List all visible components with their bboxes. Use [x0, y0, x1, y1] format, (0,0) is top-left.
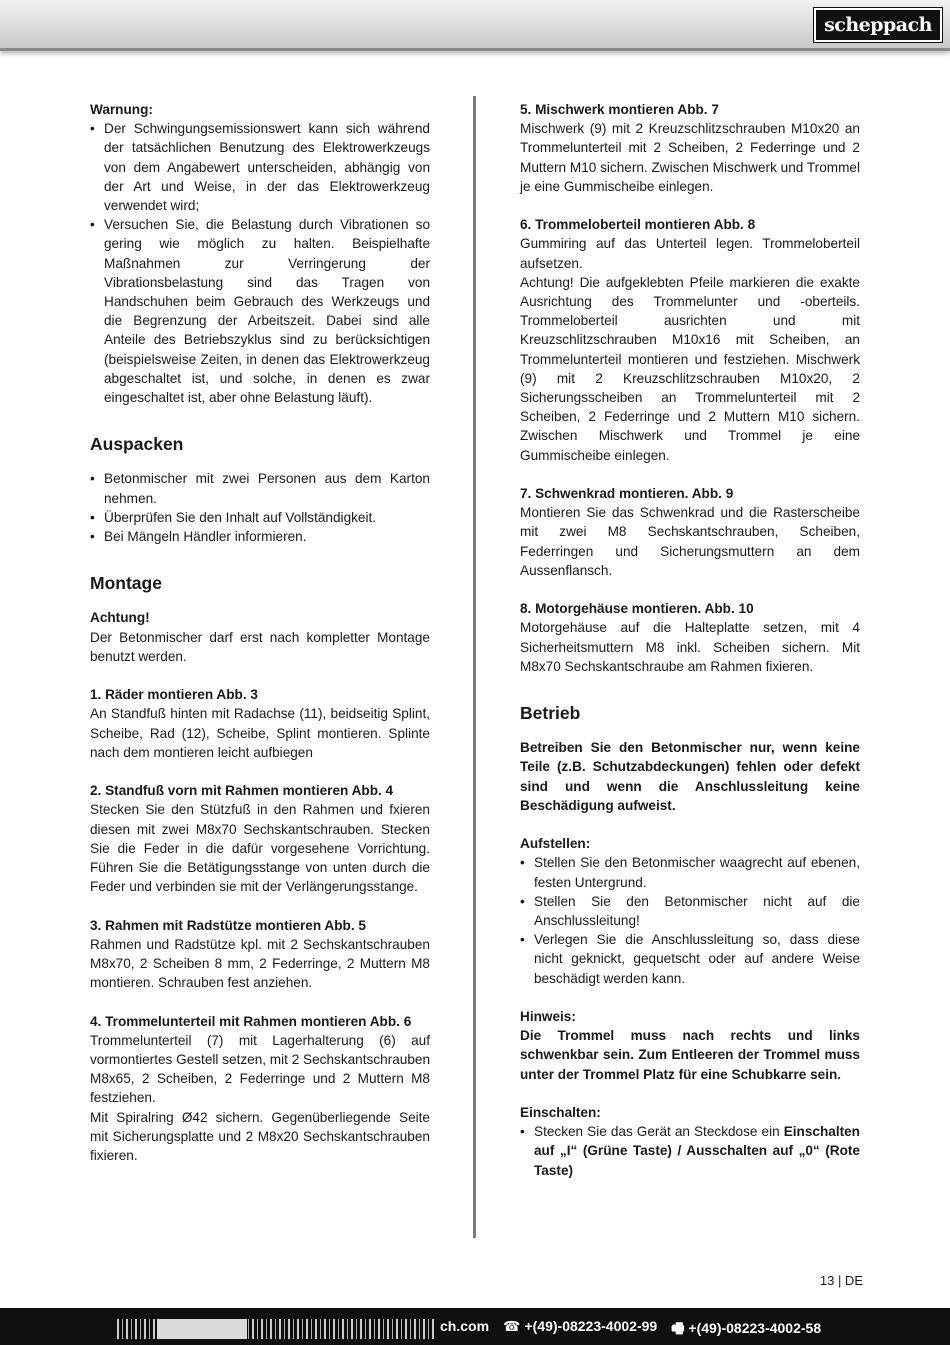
step-title: 3. Rahmen mit Radstütze montieren Abb. 5 [90, 917, 366, 933]
step-text: Achtung! Die aufgeklebten Pfeile markieren die exakte Ausrichtung des Trommelunter und -oberteils. Trommeloberteil ausrichten und mit Kreuzschlitzschrauben M10x16 mit Scheiben, an Trommelunterteil montieren und festziehen. Mischwerk (9) mit 2 Kreuzschlitzschrauben M10x20, 2 Sicherungsscheiben an Trommelunterteil mit 2 Scheiben, 2 Federringe und 2 Muttern M10 sichern. Zwischen Mischwerk und Trommel je eine Gummischeibe einlegen. [520, 274, 860, 463]
fax-icon: 🖷 [671, 1320, 685, 1336]
achtung-title: Achtung! [90, 610, 150, 626]
einschalten-title: Einschalten: [520, 1105, 601, 1121]
list-item: • Der Schwingungsemissionswert kann sich während der tatsächlichen Benutzung des Elektrowerkzeugs von dem Angabewert unterscheiden, abhängig von der Art und Weise, in der das Elektrowerkzeug verwendet wird; [90, 121, 430, 214]
right-column [520, 100, 860, 1180]
list-item: • Stellen Sie den Betonmischer waagrecht auf ebenen, festen Untergrund. [520, 855, 860, 890]
list-item: • Verlegen Sie die Anschlussleitung so, dass diese nicht geknickt, gequetscht oder auf andere Weise beschädigt werden kann. [520, 932, 860, 986]
step-title: 8. Motorgehäuse montieren. Abb. 10 [520, 601, 754, 617]
aufstellen-title: Aufstellen: [520, 836, 591, 852]
step-title: 6. Trommeloberteil montieren Abb. 8 [520, 217, 756, 233]
step-text: Mit Spiralring Ø42 sichern. Gegenüberliegende Seite mit Sicherungsplatte und 2 M8x20 Sechskantschrauben fixieren. [90, 1109, 430, 1164]
betrieb-warning: Betreiben Sie den Betonmischer nur, wenn keine Teile (z.B. Schutzabdeckungen) fehlen oder defekt sind und wenn die Anschlussleitung keine Beschädigung aufweist. [520, 740, 860, 813]
step-title: 7. Schwenkrad montieren. Abb. 9 [520, 486, 734, 502]
list-item: • Überprüfen Sie den Inhalt auf Vollständigkeit. [90, 509, 377, 525]
warning-title: Warnung: [90, 102, 153, 117]
list-item: • Betonmischer mit zwei Personen aus dem Karton nehmen. [90, 471, 430, 506]
step-title: 1. Räder montieren Abb. 3 [90, 687, 258, 703]
left-column [90, 100, 430, 1165]
header-bar [0, 0, 950, 51]
hinweis-title: Hinweis: [520, 1009, 576, 1025]
step-text: Rahmen und Radstütze kpl. mit 2 Sechskantschrauben M8x70, 2 Scheiben 8 mm, 2 Federringe, 2 Muttern M8 montieren. Schrauben fest anziehen. [90, 936, 430, 991]
step-title: 5. Mischwerk montieren Abb. 7 [520, 102, 719, 117]
brand-logo: scheppach [814, 8, 942, 42]
phone-icon: ☎ [503, 1318, 521, 1334]
list-item: • Versuchen Sie, die Belastung durch Vibrationen so gering wie möglich zu halten. Beispielhafte Maßnahmen zur Verringerung der Vibrationsbelastung sind das Tragen von Handschuhen beim Gebrauch des Werkzeugs und die Begrenzung der Arbeitszeit. Dabei sind alle Anteile des Betriebszyklus sind zu berücksichtigen (beispielsweise Zeiten, in denen das Elektrowerkzeug abgeschaltet ist, und solche, in denen es zwar eingeschaltet ist, aber ohne Belastung läuft). [90, 217, 430, 406]
list-item: • Bei Mängeln Händler informieren. [90, 529, 307, 545]
step-text: Gummiring auf das Unterteil legen. Trommeloberteil aufsetzen. [520, 236, 860, 271]
achtung-text: Der Betonmischer darf erst nach kompletter Montage benutzt werden. [90, 629, 430, 664]
step-text: Stecken Sie den Stützfuß in den Rahmen und fxieren diesen mit zwei M8x70 Sechskantschrauben. Stecken Sie die Feder in die dafür vorgesehene Vorrichtung. Führen Sie die Betätigungsstange von unten durch die Feder und verbinden sie mit der Verlängerungsstange. [90, 802, 430, 895]
list-item: • Stecken Sie das Gerät an Steckdose ein Einschalten auf „I“ (Grüne Taste) / Ausschalten auf „0“ (Rote Taste) [520, 1124, 860, 1178]
footer-contacts [440, 1318, 821, 1342]
list-item: • Stellen Sie den Betonmischer nicht auf die Anschlussleitung! [520, 893, 860, 929]
footer-graphic [117, 1319, 437, 1339]
step-text: Mischwerk (9) mit 2 Kreuzschlitzschrauben M10x20 an Trommelunterteil mit 2 Scheiben, 2 Federringe und 2 Muttern M10 sichern. Zwischen Mischwerk und Trommel je eine Gummischeibe einlegen. [520, 121, 860, 194]
step-text: An Standfuß hinten mit Radachse (11), beidseitig Splint, Scheibe, Rad (12), Scheibe, Splint montieren. Splinte nach dem montieren leicht aufbiegen [90, 706, 430, 760]
step-text: Motorgehäuse auf die Halteplatte setzen, mit 4 Sicherheitsmuttern M8 inkl. Scheiben sichern. Mit M8x70 Sechskantschraube am Rahmen fixieren. [520, 620, 860, 674]
footer-bar [0, 1308, 950, 1345]
section-heading-auspacken: Auspacken [90, 434, 184, 455]
footer-website: ch.com [440, 1318, 490, 1334]
section-heading-montage: Montage [90, 573, 162, 594]
footer-fax: +(49)-08223-4002-58 [688, 1320, 822, 1336]
auspacken-list [90, 469, 430, 546]
column-divider [473, 96, 476, 1238]
step-title: 4. Trommelunterteil mit Rahmen montieren Abb. 6 [90, 1013, 412, 1029]
step-text: Montieren Sie das Schwenkrad und die Rasterscheibe mit zwei M8 Sechskantschrauben, Scheiben, Federringen und Sicherungsmuttern an dem Aussenflansch. [520, 505, 860, 578]
step-text: Trommelunterteil (7) mit Lagerhalterung (6) auf vormontiertes Gestell setzen, mit 2 Sechskantschrauben M8x65, 2 Scheiben, 2 Federringe und 2 Muttern M8 festziehen. [90, 1032, 431, 1106]
page-number: 13 | DE [819, 1273, 863, 1288]
einschalten-list [520, 1122, 860, 1180]
warning-list [90, 119, 430, 407]
aufstellen-list [520, 853, 860, 987]
hinweis-text: Die Trommel muss nach rechts und links schwenkbar sein. Zum Entleeren der Trommel muss unter der Trommel Platz für eine Schubkarre sein. [520, 1028, 860, 1082]
step-title: 2. Standfuß vorn mit Rahmen montieren Abb. 4 [90, 783, 394, 799]
footer-phone: +(49)-08223-4002-99 [524, 1318, 658, 1334]
section-heading-betrieb: Betrieb [520, 703, 581, 724]
